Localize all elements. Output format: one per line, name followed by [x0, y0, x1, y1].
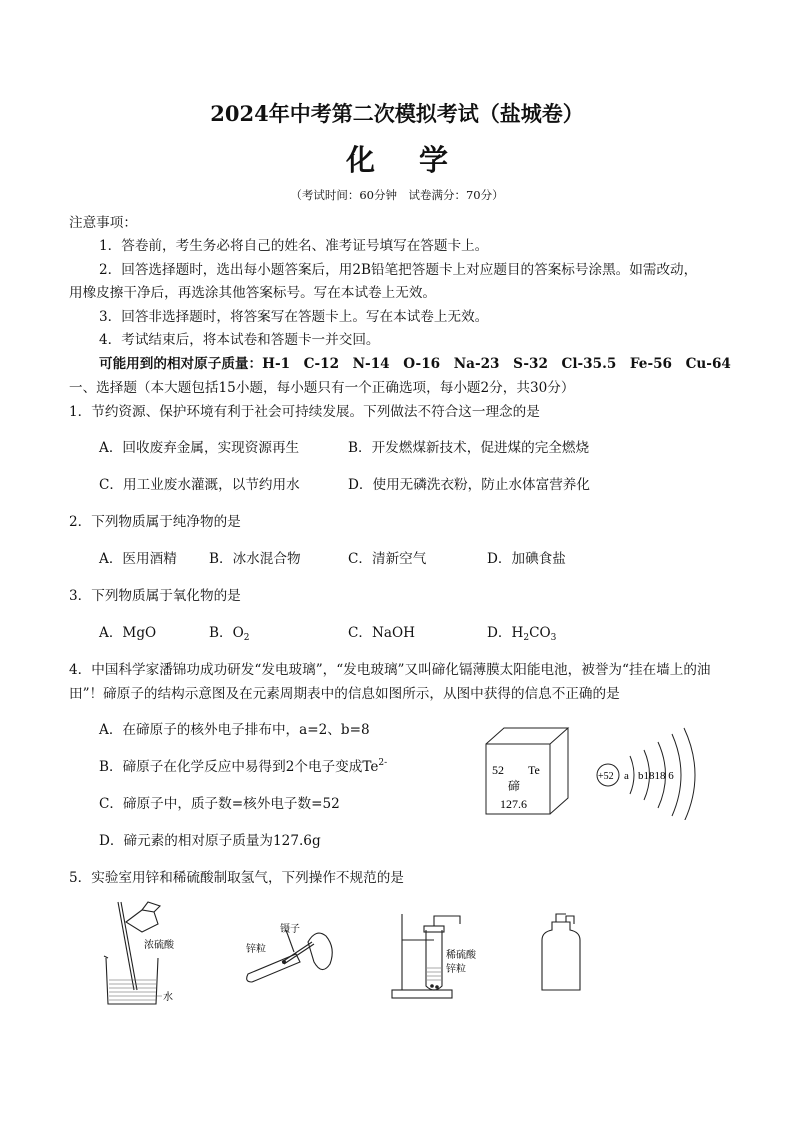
- notice-heading: 注意事项：: [69, 215, 137, 231]
- glass-rod: [118, 902, 134, 990]
- notice-item-2: 2．回答选择题时，选出每小题答案后，用2B铅笔把答题卡上对应题目的答案标号涂黑。如需改动，: [99, 262, 698, 278]
- atom-shells: b1818 6: [638, 770, 674, 782]
- label-zinc-a: 锌粒: [246, 944, 266, 955]
- q2-option-d: D．加碘食盐: [487, 551, 566, 567]
- element-name: 碲: [508, 779, 521, 793]
- q1-stem: 1．节约资源、保护环境有利于社会可持续发展。下列做法不符合这一理念的是: [69, 404, 540, 420]
- q3-option-d: D．$H_2CO_3$: [487, 625, 557, 643]
- q4-stem-line2: 田”！碲原子的结构示意图及在元素周期表中的信息如图所示，从图中获得的信息不正确的是: [69, 686, 620, 702]
- exam-info: （考试时间：60分钟 试卷满分：70分）: [290, 188, 504, 202]
- delivery-tube: [434, 916, 460, 926]
- label-dilute-acid: 稀硫酸: [446, 950, 476, 961]
- q2-option-a: A．医用酒精: [99, 551, 177, 567]
- tweezers: [282, 942, 312, 962]
- q4-stem-line1: 4．中国科学家潘锦功成功研发“发电玻璃”，“发电玻璃”又叫碲化镉薄膜太阳能电池，被誉为“挂在墙上的油: [69, 662, 711, 678]
- element-symbol: Te: [528, 763, 540, 777]
- element-number: 52: [492, 763, 504, 777]
- exam-subject: 化学: [345, 143, 492, 177]
- element-mass: 127.6: [500, 797, 527, 811]
- q5-figure-c: [388, 910, 498, 1002]
- q1-option-a: A．回收废弃金属，实现资源再生: [99, 440, 300, 456]
- q1-option-d: D．使用无磷洗衣粉，防止水体富营养化: [348, 477, 590, 493]
- q5-figure-a: [98, 898, 190, 1010]
- q3-stem: 3．下列物质属于氧化物的是: [69, 588, 241, 604]
- q2-option-b: B．冰水混合物: [209, 551, 301, 567]
- label-zinc-b: 锌粒: [446, 964, 466, 975]
- hand: [308, 933, 332, 969]
- q3-option-b: B．$O_2$: [209, 625, 250, 643]
- test-tube-upright: [426, 930, 442, 990]
- stand-base: [392, 990, 452, 998]
- notice-item-2-cont: 用橡皮擦干净后，再选涂其他答案标号。写在本试卷上无效。: [69, 285, 437, 301]
- bottle-tube-left: [556, 914, 566, 922]
- q3-option-a: A．MgO: [99, 625, 157, 641]
- q1-option-b: B．开发燃煤新技术，促进煤的完全燃烧: [348, 440, 590, 456]
- q5-stem: 5．实验室用锌和稀硫酸制取氢气，下列操作不规范的是: [69, 870, 404, 886]
- q4-option-a: A．在碲原子的核外电子排布中，a=2、b=8: [99, 722, 370, 738]
- reagent-bottle: [126, 910, 158, 932]
- notice-item-1: 1．答卷前，考生务必将自己的姓名、准考证号填写在答题卡上。: [99, 238, 489, 254]
- atom-shell-a: a: [624, 770, 629, 782]
- q4-option-b: B．碲原子在化学反应中易得到2个电子变成$Te^{2-}$: [99, 758, 388, 775]
- q2-option-c: C．清新空气: [348, 551, 427, 567]
- label-tweezers: 镊子: [280, 924, 300, 935]
- q5-figure-b: [242, 922, 342, 988]
- q5-figure-d: [536, 910, 586, 996]
- section-heading: 一、选择题（本大题包括15小题，每小题只有一个正确选项，每小题2分，共30分）: [69, 380, 575, 396]
- q1-option-c: C．用工业废水灌溉，以节约用水: [99, 477, 300, 493]
- q4-option-c: C．碲原子中，质子数=核外电子数=52: [99, 796, 340, 812]
- q4-option-d: D．碲元素的相对原子质量为127.6g: [99, 833, 321, 849]
- label-conc-acid: 浓硫酸: [144, 940, 174, 951]
- q3-option-c: C．NaOH: [348, 625, 415, 641]
- gas-bottle: [542, 922, 580, 990]
- atomic-mass-line: 可能用到的相对原子质量：H-1 C-12 N-14 O-16 Na-23 S-32 Cl-35.5 Fe-56 Cu-64: [99, 356, 731, 372]
- atom-nucleus: +52: [598, 771, 614, 782]
- exam-title: 2024年中考第二次模拟考试（盐城卷）: [210, 101, 584, 126]
- notice-item-4: 4．考试结束后，将本试卷和答题卡一并交回。: [99, 332, 380, 348]
- q2-stem: 2．下列物质属于纯净物的是: [69, 514, 241, 530]
- notice-item-3: 3．回答非选择题时，将答案写在答题卡上。写在本试卷上无效。: [99, 309, 489, 325]
- q4-figure: [480, 720, 700, 820]
- label-water: 水: [163, 992, 173, 1003]
